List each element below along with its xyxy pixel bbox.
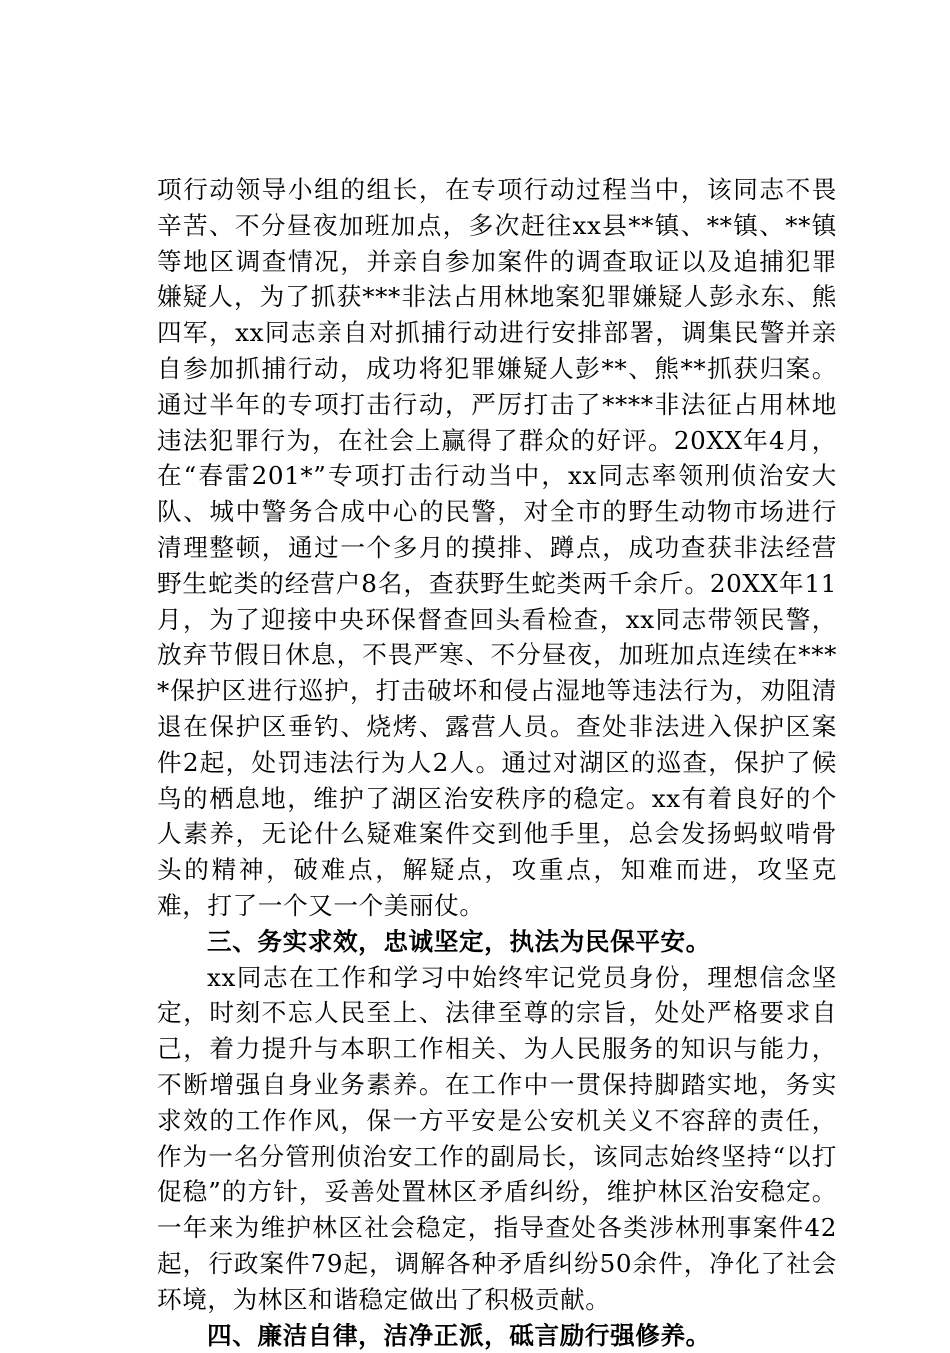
section-heading-3: 三、务实求效，忠诚坚定，执法为民保平安。: [157, 924, 837, 960]
section-heading-4: 四、廉洁自律，洁净正派，砥言励行强修养。: [157, 1318, 837, 1353]
document-body: [157, 172, 837, 1353]
body-paragraph-section-3: xx同志在工作和学习中始终牢记党员身份，理想信念坚定，时刻不忘人民至上、法律至尊的宗旨，处处严格要求自己，着力提升与本职工作相关、为人民服务的知识与能力，不断增强自身业务素养。在工作中一贯保持脚踏实地，务实求效的工作作风，保一方平安是公安机关义不容辞的责任，作为一名分管刑侦治安工作的副局长，该同志始终坚持“以打促稳”的方针，妥善处置林区矛盾纠纷，维护林区治安稳定。一年来为维护林区社会稳定，指导查处各类涉林刑事案件42起，行政案件79起，调解各种矛盾纠纷50余件，净化了社会环境，为林区和谐稳定做出了积极贡献。: [157, 960, 837, 1318]
body-paragraph-continued: 项行动领导小组的组长，在专项行动过程当中，该同志不畏辛苦、不分昼夜加班加点，多次赶往xx县**镇、**镇、**镇等地区调查情况，并亲自参加案件的调查取证以及追捕犯罪嫌疑人，为了抓获***非法占用林地案犯罪嫌疑人彭永东、熊四军，xx同志亲自对抓捕行动进行安排部署，调集民警并亲自参加抓捕行动，成功将犯罪嫌疑人彭**、熊**抓获归案。通过半年的专项打击行动，严厉打击了****非法征占用林地违法犯罪行为，在社会上赢得了群众的好评。20XX年4月，在“春雷201*”专项打击行动当中，xx同志率领刑侦治安大队、城中警务合成中心的民警，对全市的野生动物市场进行清理整顿，通过一个多月的摸排、蹲点，成功查获非法经营野生蛇类的经营户8名，查获野生蛇类两千余斤。20XX年11月，为了迎接中央环保督查回头看检查，xx同志带领民警，放弃节假日休息，不畏严寒、不分昼夜，加班加点连续在****保护区进行巡护，打击破坏和侵占湿地等违法行为，劝阻清退在保护区垂钓、烧烤、露营人员。查处非法进入保护区案件2起，处罚违法行为人2人。通过对湖区的巡查，保护了候鸟的栖息地，维护了湖区治安秩序的稳定。xx有着良好的个人素养，无论什么疑难案件交到他手里，总会发扬蚂蚁啃骨头的精神，破难点，解疑点，攻重点，知难而进，攻坚克难，打了一个又一个美丽仗。: [157, 172, 837, 924]
